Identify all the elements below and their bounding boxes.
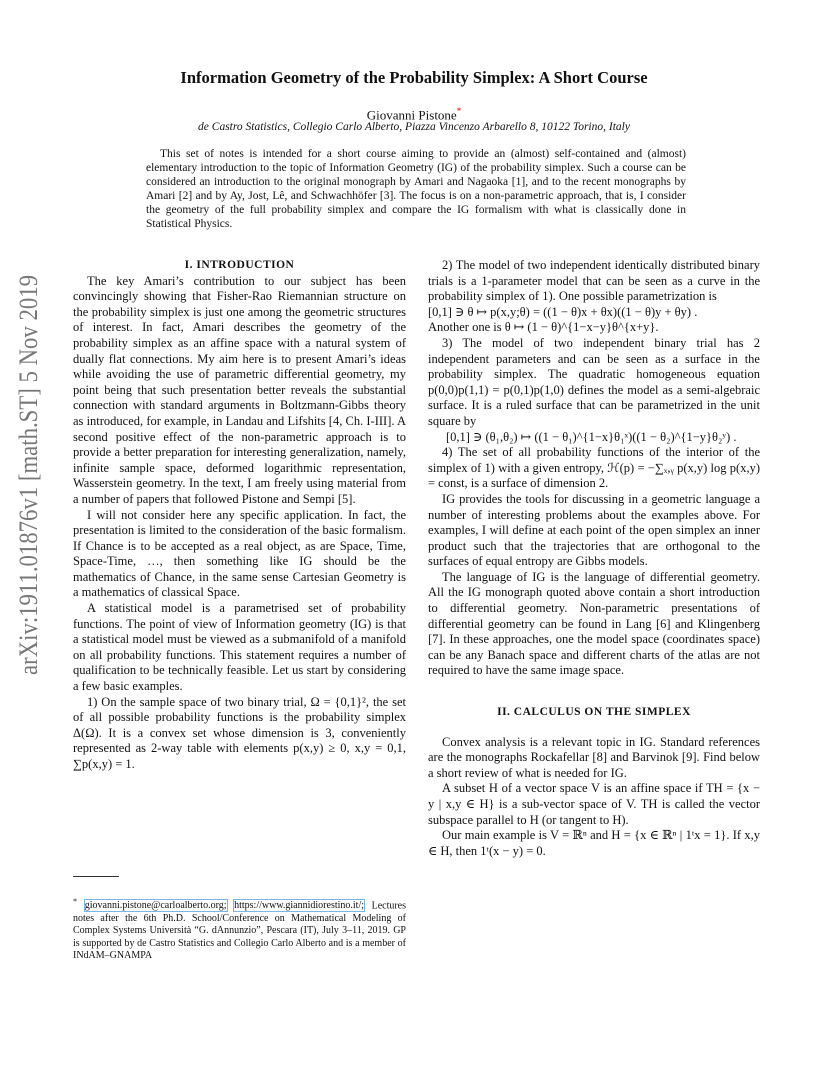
paragraph: Our main example is V = ℝⁿ and H = {x ∈ ℝⁿ | 1ᵗx = 1}. If x,y ∈ H, then 1ᵗ(x − y) = 0. <box>428 828 760 858</box>
footnote <box>73 896 406 962</box>
paragraph: 3) The model of two independent binary trial has 2 independent parameters and can be seen as a surface in the probability simplex. The quadratic homogeneous equation p(0,0)p(1,1) = p(0,1)p(1,0) defines the model as a semi-algebraic surface. It is a ruled surface that can be parametrized in the unit square by <box>428 335 760 428</box>
paragraph: IG provides the tools for discussing in a geometric language a number of interesting problems about the examples above. For examples, I will define at each point of the open simplex an inner product such that the trajectories that are orthogonal to the surfaces of equal entropy are Gibbs models. <box>428 491 760 569</box>
website-link[interactable]: https://www.giannidiorestino.it/; <box>234 900 365 912</box>
arxiv-stamp-text: arXiv:1911.01876v1 [math.ST] 5 Nov 2019 <box>14 270 43 675</box>
section-heading-calculus: II. CALCULUS ON THE SIMPLEX <box>497 706 691 719</box>
equation: [0,1] ∋ (θ₁,θ₂) ↦ ((1 − θ₁)^{1−x}θ₁ˣ)((1 − θ₂)^{1−y}θ₂ʸ) . <box>446 429 737 444</box>
footnote-mark: * <box>73 897 78 906</box>
section-heading-introduction: I. INTRODUCTION <box>184 259 295 271</box>
footnote-text: Lectures notes after the 6th Ph.D. School/Conference on Mathematical Modeling of Complex Systems Università “G. dAnnunzio”, Pescara (IT), July 3–11, 2019. GP is supported by de Castro Statistics and Collegio Carlo Alberto and is a member of INdAM–GNAMPA <box>73 900 407 961</box>
paragraph: 1) On the sample space of two binary trial, Ω = {0,1}², the set of all possible probability functions is the probability simplex Δ(Ω). It is a convex set whose dimension is 3, conveniently represented as 2-way table with elements p(x,y) ≥ 0, x,y = 0,1, ∑p(x,y) = 1. <box>73 694 406 771</box>
paragraph: Another one is θ ↦ (1 − θ)^{1−x−y}θ^{x+y}. <box>428 320 659 335</box>
paragraph: The key Amari’s contribution to our subject has been convincingly showing that Fisher-Rao Riemannian structure on the probability simplex is just one among the geometric structures of interest. In fact, Amari describes the geometry of the probability simplex as an affine space with a natural system of dually flat connections. My aim here is to present Amari’s ideas while avoiding the use of parametric differential geometry, my point being that such presentation better reveals the substantial connection with standard arguments in Boltzmann-Gibbs theory as introduced, for example, in Landau and Lifshits [4, Ch. I-III]. A second positive effect of the non-parametric approach is to provide a better preparation for interesting generalization, namely, infinite sample space, deformed logarithmic representation, Wasserstein geometry. In the text, I am freely using material from a number of papers that followed Pistone and Sempi [5]. <box>73 273 406 506</box>
equation: [0,1] ∋ θ ↦ p(x,y;θ) = ((1 − θ)x + θx)((1 − θ)y + θy) . <box>428 304 698 319</box>
paragraph: A statistical model is a parametrised set of probability functions. The point of view of Information geometry (IG) is that a statistical model must be viewed as a submanifold of a manifold on all probability functions. This statement requires a number of qualification to be technically feasible. Let us start by considering a few basic examples. <box>73 601 406 694</box>
arxiv-stamp-graphic <box>4 270 48 680</box>
right-column <box>428 258 760 859</box>
abstract: This set of notes is intended for a short course aiming to provide an (almost) self-contained and (almost) elementary introduction to the topic of Information Geometry (IG) of the probability simplex. Such a course can be considered an introduction to the original monograph by Amari and Nagaoka [1], and to the recent monographs by Amari [2] and by Ay, Jost, Lê, and Schwachhöfer [3]. The focus is on a non-parametric approach, that is, I consider the geometry of the full probability simplex and compare the IG formalism with what is classically done in Statistical Physics. <box>146 148 686 230</box>
author-name: Giovanni Pistone <box>366 107 457 123</box>
affiliation: de Castro Statistics, Collegio Carlo Alberto, Piazza Vincenzo Arbarello 8, 10122 Torino, Italy <box>198 121 630 133</box>
arxiv-stamp <box>4 270 48 680</box>
left-column <box>73 258 406 773</box>
paper-title: Information Geometry of the Probability Simplex: A Short Course <box>180 68 648 87</box>
paragraph: A subset H of a vector space V is an affine space if TH = {x − y | x,y ∈ H} is a sub-vector space of V. TH is called the vector subspace parallel to H (or tangent to H). <box>428 781 760 827</box>
paragraph: Convex analysis is a relevant topic in IG. Standard references are the monographs Rockafellar [8] and Barvinok [9]. Find below a short review of what is needed for IG. <box>428 734 760 780</box>
paragraph: 2) The model of two independent identically distributed binary trials is a 1-parameter model that can be seen as a curve in the probability simplex of 1). One possible parametrization is <box>428 258 760 304</box>
footnote-rule <box>73 876 119 877</box>
paragraph: I will not consider here any specific application. In fact, the presentation is limited to the consideration of the basic formalism. If Chance is to be accepted as a real object, as are Space, Time, Space-Time, …, then something like IG should be the mathematics of Chance, in the same sense Cartesian Geometry is a mathematics of classical Space. <box>73 507 406 600</box>
author-footnote-mark[interactable]: * <box>456 106 462 116</box>
paragraph: 4) The set of all probability functions of the interior of the simplex of 1) with a given entropy, ℋ(p) = −∑ₓ,ᵧ p(x,y) log p(x,y) = const, is a surface of dimension 2. <box>428 445 760 491</box>
email-link[interactable]: giovanni.pistone@carloalberto.org; <box>84 900 227 912</box>
paragraph: The language of IG is the language of differential geometry. All the IG monograph quoted above contain a short introduction to differential geometry. Non-parametric presentations of differential geometry can be found in Lang [6] and Klingenberg [7]. In these approaches, one the model space (coordinates space) can be any Banach space and different charts of the atlas are not required to have the same image space. <box>428 569 760 678</box>
